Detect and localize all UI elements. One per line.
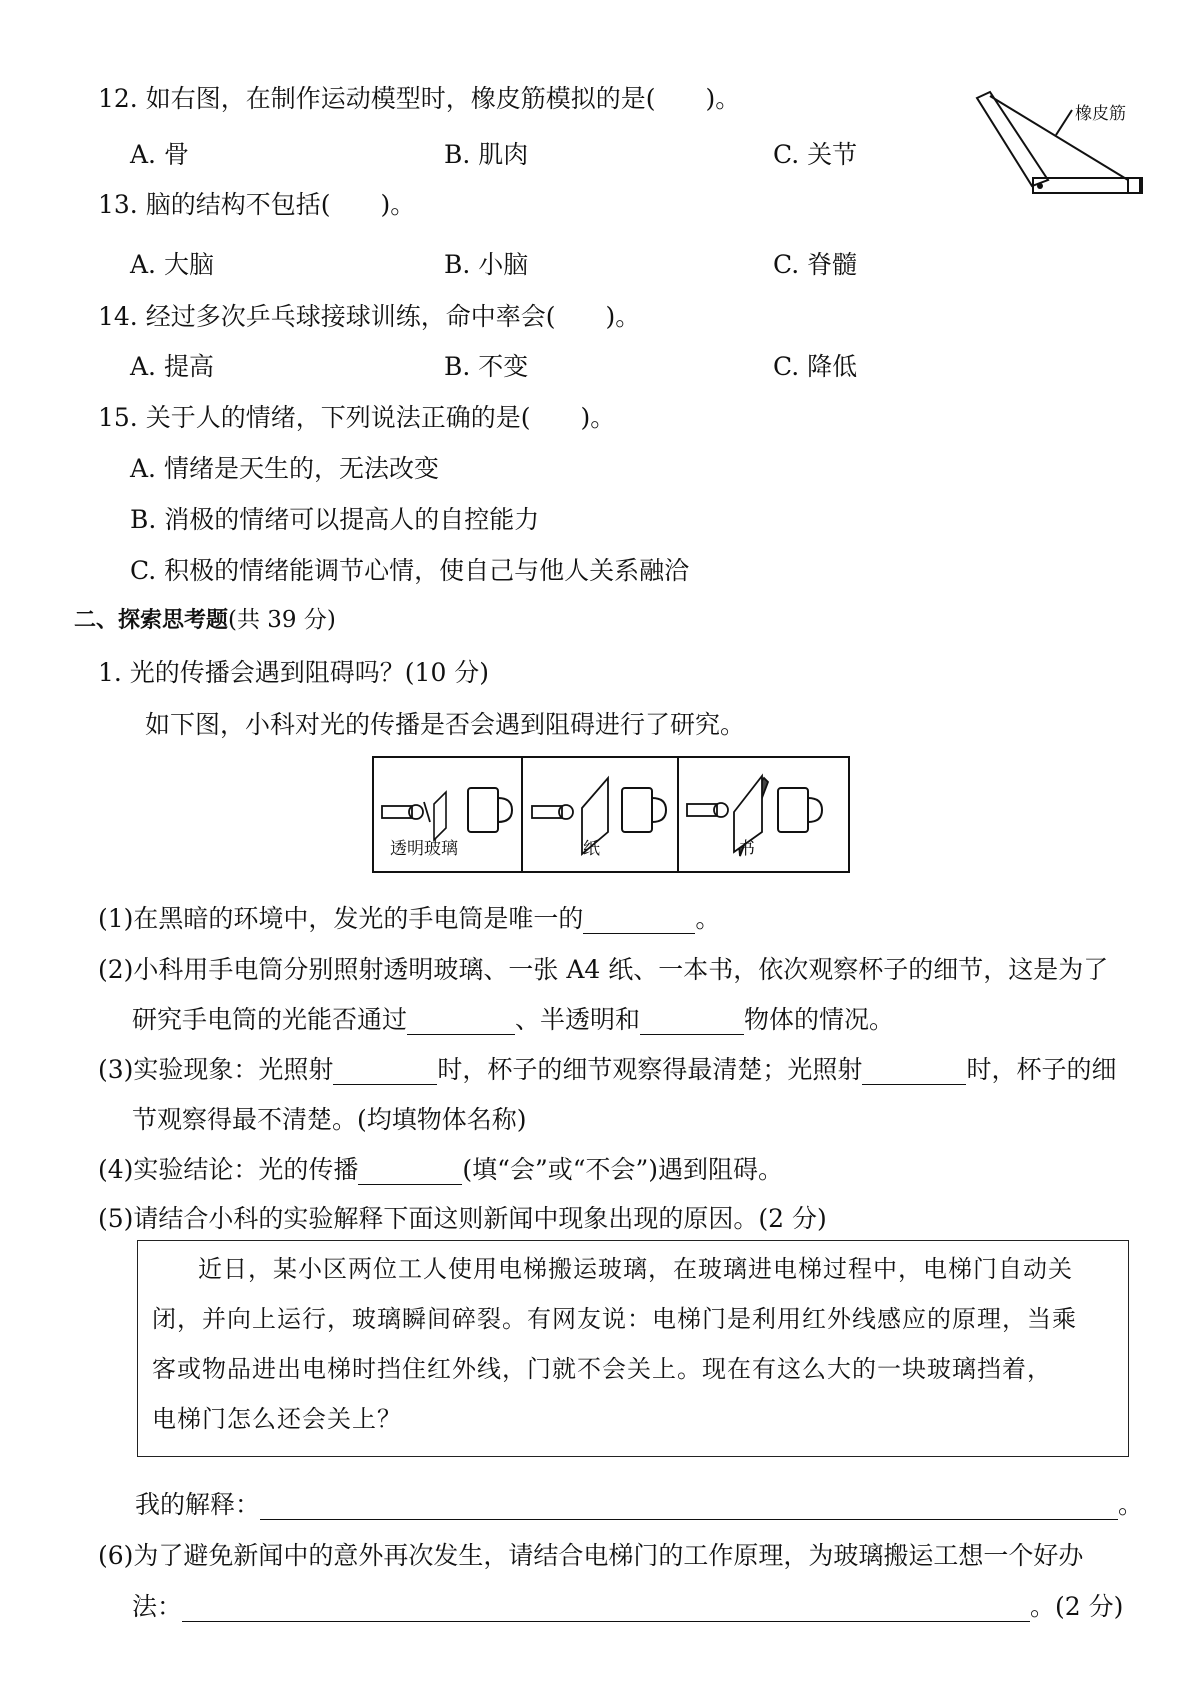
subq-4: (4)实验结论：光的传播 (填“会”或“不会”)遇到阻碍。 — [98, 1155, 784, 1184]
subq-2-line1: (2)小科用手电筒分别照射透明玻璃、一张 A4 纸、一本书，依次观察杯子的细节，这是为了 — [98, 955, 1109, 984]
arm-model-figure — [970, 80, 1170, 205]
q14-option-c: C. 降低 — [773, 352, 858, 381]
panel-label-book: 书 — [738, 839, 755, 859]
q12-stem: 12. 如右图，在制作运动模型时，橡皮筋模拟的是( )。 — [98, 84, 741, 113]
subq-3-line1: (3)实验现象：光照射 时，杯子的细节观察得最清楚；光照射 时，杯子的细 — [98, 1055, 1117, 1084]
section-title: 二、探索思考题 — [74, 608, 229, 633]
cup-icon — [778, 788, 822, 832]
q13-option-b: B. 小脑 — [444, 250, 529, 279]
panel-label-paper: 纸 — [583, 839, 600, 859]
answer-blank-1[interactable] — [583, 907, 695, 934]
subq-5: (5)请结合小科的实验解释下面这则新闻中现象出现的原因。(2 分) — [98, 1204, 827, 1233]
method-blank[interactable] — [182, 1595, 1030, 1622]
q14-option-a: A. 提高 — [130, 352, 214, 381]
answer-blank-2a[interactable] — [407, 1008, 515, 1035]
rubber-band-label: 橡皮筋 — [1075, 104, 1126, 124]
answer-blank-3a[interactable] — [333, 1058, 437, 1085]
answer-blank-2b[interactable] — [640, 1008, 744, 1035]
subq-6-line2: 法： 。(2 分) — [132, 1592, 1124, 1621]
q15-option-a: A. 情绪是天生的，无法改变 — [130, 454, 439, 483]
flashlight-icon — [382, 802, 430, 822]
subq-1: (1)在黑暗的环境中，发光的手电筒是唯一的 。 — [98, 904, 721, 933]
answer-blank-3b[interactable] — [862, 1058, 966, 1085]
section-heading — [74, 604, 336, 636]
subq-6-line1: (6)为了避免新闻中的意外再次发生，请结合电梯门的工作原理，为玻璃搬运工想一个好办 — [98, 1541, 1084, 1570]
q14-option-b: B. 不变 — [444, 352, 529, 381]
q12-option-b: B. 肌肉 — [444, 140, 529, 169]
news-box — [137, 1240, 1129, 1457]
news-line-1: 近日，某小区两位工人使用电梯搬运玻璃，在玻璃进电梯过程中，电梯门自动关 — [198, 1255, 1073, 1283]
flashlight-icon — [687, 803, 728, 817]
q13-option-a: A. 大脑 — [130, 250, 214, 279]
explanation-blank[interactable] — [260, 1493, 1118, 1520]
q15-option-b: B. 消极的情绪可以提高人的自控能力 — [130, 505, 540, 534]
news-line-3: 客或物品进出电梯时挡住红外线，门就不会关上。现在有这么大的一块玻璃挡着， — [152, 1355, 1052, 1383]
upper-arm-stick — [977, 92, 1048, 186]
explanation-line: 我的解释： 。 — [135, 1490, 1144, 1519]
q15-stem: 15. 关于人的情绪，下列说法正确的是( )。 — [98, 403, 616, 432]
q13-stem: 13. 脑的结构不包括( )。 — [98, 190, 416, 219]
news-line-2: 闭，并向上运行，玻璃瞬间碎裂。有网友说：电梯门是利用红外线感应的原理，当乘 — [152, 1305, 1077, 1333]
q14-stem: 14. 经过多次乒乓球接球训练，命中率会( )。 — [98, 302, 641, 331]
news-line-4: 电梯门怎么还会关上？ — [152, 1405, 402, 1433]
glass-pane — [434, 792, 446, 840]
answer-blank-4[interactable] — [358, 1158, 462, 1185]
problem1-title: 1. 光的传播会遇到阻碍吗？(10 分) — [98, 658, 490, 687]
q12-option-a: A. 骨 — [130, 140, 189, 169]
q15-option-c: C. 积极的情绪能调节心情，使自己与他人关系融洽 — [130, 556, 690, 585]
flashlight-icon — [532, 805, 573, 819]
problem1-intro: 如下图，小科对光的传播是否会遇到阻碍进行了研究。 — [145, 710, 746, 739]
panel-label-glass: 透明玻璃 — [390, 839, 458, 859]
cup-icon — [622, 788, 666, 832]
subq-2-line2: 研究手电筒的光能否通过 、半透明和 物体的情况。 — [132, 1005, 895, 1034]
q12-option-c: C. 关节 — [773, 140, 858, 169]
subq-3-line2: 节观察得最不清楚。(均填物体名称) — [132, 1105, 527, 1134]
section-score: (共 39 分) — [228, 607, 336, 633]
q13-option-c: C. 脊髓 — [773, 250, 858, 279]
cup-icon — [468, 788, 512, 832]
